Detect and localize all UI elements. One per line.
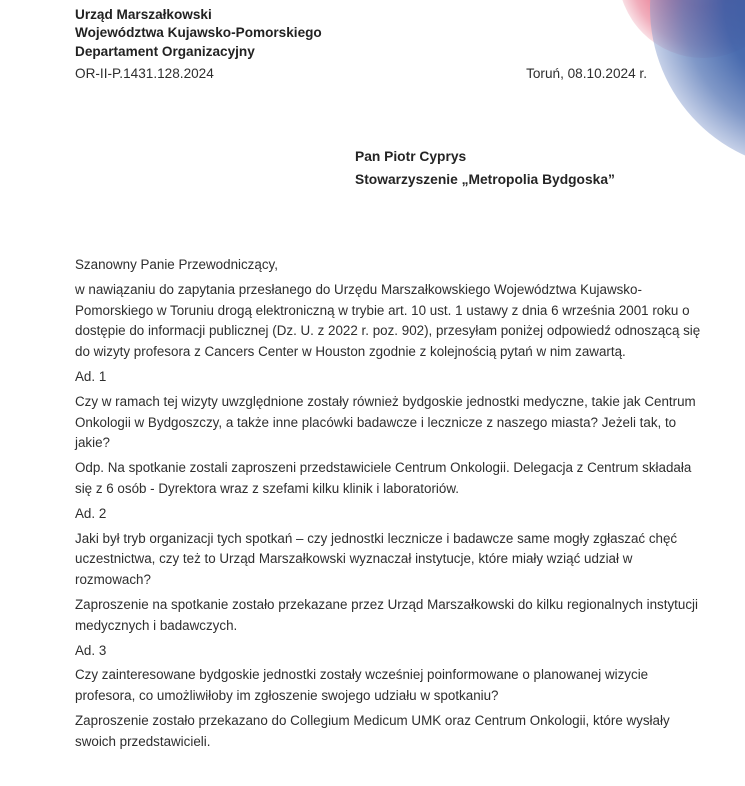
reference-number: OR-II-P.1431.128.2024 bbox=[75, 66, 214, 81]
letter-body bbox=[75, 255, 702, 757]
question-ad1: Czy w ramach tej wizyty uwzględnione zostały również bydgoskie jednostki medyczne, takie jak Centrum Onkologii w Bydgoszczy, a także inne placówki badawcze i lecznicze z naszego miasta? Jeżeli tak, to jakie? bbox=[75, 393, 696, 451]
corner-decoration-pink-circle bbox=[618, 0, 745, 58]
intro-paragraph: w nawiązaniu do zapytania przesłanego do Urzędu Marszałkowskiego Województwa Kujawsko-Pomorskiego w Toruniu drogą elektroniczną w trybie art. 10 ust. 1 ustawy z dnia 6 września 2001 roku o dostępie do informacji publicznej (Dz. U. z 2022 r. poz. 902), przesyłam poniżej odpowiedź odnoszącą się do wizyty profesora z Cancers Center w Houston zgodnie z kolejnością pytań w nim zawartą. bbox=[75, 281, 701, 360]
reference-and-date-row bbox=[75, 66, 647, 81]
letterhead-org-line1: Urząd Marszałkowski bbox=[75, 7, 212, 22]
section-label-ad3: Ad. 3 bbox=[75, 642, 107, 658]
corner-decoration-blue-circle bbox=[650, 0, 745, 170]
section-label-ad2: Ad. 2 bbox=[75, 505, 107, 521]
letterhead-org-line2: Województwa Kujawsko-Pomorskiego bbox=[75, 25, 322, 41]
question-ad3: Czy zainteresowane bydgoskie jednostki zostały wcześniej poinformowane o planowanej wizycie profesora, co umożliwiłoby im zgłoszenie swojego udziału w spotkaniu? bbox=[75, 667, 649, 704]
section-label-ad1: Ad. 1 bbox=[75, 368, 107, 384]
answer-ad1: Odp. Na spotkanie zostali zaproszeni przedstawiciele Centrum Onkologii. Delegacja z Centrum składała się z 6 osób - Dyrektora wraz z szefami kilku klinik i laboratoriów. bbox=[75, 460, 692, 496]
answer-ad2: Zaproszenie na spotkanie zostało przekazane przez Urząd Marszałkowski do kilku regionalnych instytucji medycznych i badawczych. bbox=[75, 596, 698, 633]
answer-ad3: Zaproszenie zostało przekazano do Collegium Medicum UMK oraz Centrum Onkologii, które wysłały swoich przedstawicieli. bbox=[75, 712, 670, 749]
addressee-name: Pan Piotr Cyprys bbox=[355, 149, 467, 164]
question-ad2: Jaki był tryb organizacji tych spotkań – czy jednostki lecznicze i badawcze same mogły zgłaszać chęć uczestnictwa, czy też to Urząd Marszałkowski wyznaczał instytucje, które miały wziąć udział w rozmowach? bbox=[75, 530, 678, 588]
addressee-block bbox=[355, 146, 615, 191]
addressee-organization: Stowarzyszenie „Metropolia Bydgoska” bbox=[355, 171, 615, 187]
letterhead-org-line3: Departament Organizacyjny bbox=[75, 43, 255, 59]
date-line: Toruń, 08.10.2024 r. bbox=[526, 66, 647, 81]
salutation: Szanowny Panie Przewodniczący, bbox=[75, 257, 278, 272]
letterhead bbox=[75, 6, 322, 61]
